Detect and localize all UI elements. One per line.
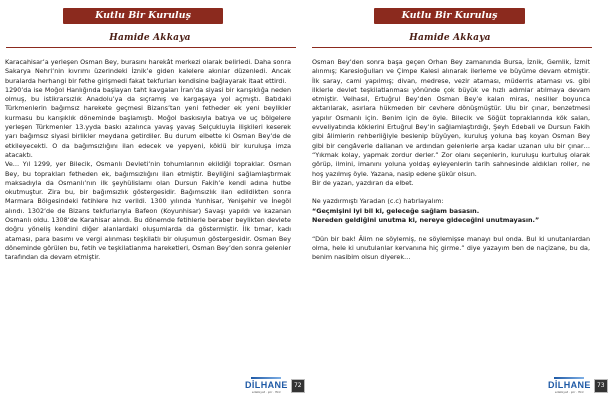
logo-ornament — [554, 377, 584, 379]
section-banner: Kutlu Bir Kuruluş — [374, 8, 525, 24]
author-name: Hamide Akkaya — [409, 33, 491, 43]
divider — [6, 47, 296, 48]
page-number: 73 — [594, 379, 608, 393]
section-banner: Kutlu Bir Kuruluş — [63, 8, 223, 24]
right-page — [300, 0, 605, 400]
quote-line: “Geçmişini iyi bil ki, geleceğe sağlam basasın. — [312, 206, 480, 215]
paragraph: Karacahisar’a yerleşen Osman Bey, burasını harekât merkezi olarak belirledi. Daha sonra Sakarya Nehri’nin kıvrımı üzerindeki İznik’e giden kalelere akınlar düzenledi. Ancak buralarda herhangi bir fethe girişmedi fakat tekfurları kendisine bağlayarak itaat ettirdi. — [5, 58, 291, 85]
author-name: Hamide Akkaya — [109, 33, 191, 43]
page-number: 72 — [291, 379, 305, 393]
quote-line: Nereden geldiğini unutma ki, nereye gideceğini unutmayasın.” — [312, 216, 540, 225]
divider — [312, 47, 592, 48]
article-body — [5, 58, 291, 263]
paragraph: 1290’da ise Moğol Hanlığında başlayan taht kavgaları İran’da siyasi bir karışıklığa neden olmuş, bu istikrarsızlık Anadolu’ya da sıçramış ve kargaşaya yol açmıştı. Batıdaki Türkmenlerin bağımsız harekete geçmesi Bizans’tan yeni fetheder ek yeni beylikler kurmasu bu karışıklık döneminde başlamıştı. Moğol baskısıyla batıya ve uç bölgelere yerleşen Türkmenler 13.yyda baskı azalınca yavaş yavaş Selçukluyla ilişkileri keserek yarı bağımsız siyasi birlikler meydana getirdiler. Bu durum elbette ki Osman Bey’de de etkileyecekti. O da bağımsızlığını ilan edecek ve yepyeni, köklü bir kuruluşa imza atacaktı. — [5, 85, 291, 159]
publisher-logo — [548, 377, 608, 394]
article-body — [312, 58, 590, 263]
logo-text: DİLHANE — [548, 380, 591, 390]
paragraph: Bir de yazan, yazdıran da elbet. — [312, 178, 414, 187]
dilhane-logo — [245, 377, 288, 394]
paragraph: Osman Bey’den sonra başa geçen Orhan Bey zamanında Bursa, İznik, Gemlik, İzmit alınmış; Karesioğulları ve Çimpe Kalesi alınarak ilerleme ve büyüme devam etmiştir. İlk saray, cami yapılmış; divan, medrese, vezir ataması, müderris ataması vs. gibi ilklerle devlet teşkilatlanması yönünde çok büyük ve hızlı adımlar atılmaya devam etmiştir. Velhasıl, Ertuğrul Bey’den Osman Bey’e kalan miras, nesiller boyunca aktarılarak, asırlara hükmeden bir cevhere dönüşmüştür. Ulu bir çınar, benzetmesi yapılır Osmanlı için. Benim için de öyle. Bilecik ve Söğüt topraklarında kök salan, evveliyatında köklerini Ertuğrul Bey’in sağlamlaştırdığı, Şeyh Edebali ve Dursun Fakih gibi âlimlerin rehberliğiyle beslenip büyüyen, kuruluş yoluna baş koyan Osman Bey gibi bir cengâverle dallanan ve ardından gelenlerle arşa kadar uzanan ulu bir çınar… “Yıkmak kolay, yapmak zordur derler.” Zor olanı seçenlerin, kuruluşu kurtuluş olarak görüp, ilmini, imanını yoluna yoldaş eyleyenlerin tarih sahnesinde aldıkları roller, ne hoş yazılmış öyle. Yazana, nasip edene şükür olsun. — [312, 58, 590, 178]
logo-subtitle: edebiyat · şiir · fikir — [554, 390, 584, 394]
left-page — [0, 0, 300, 400]
publisher-logo — [245, 377, 305, 394]
dilhane-logo — [548, 377, 591, 394]
logo-subtitle: edebiyat · şiir · fikir — [251, 390, 281, 394]
closing-paragraph: “Dün bir bak! Âlim ne söylemiş, ne söylemişse manayı bul onda. Bul ki unutanlardan olma, hele ki unutulanlar kervanına hiç girme.” diye yazayım ben de naçizane, bu da, benim nasibim olsun diyerek… — [312, 234, 590, 262]
paragraph: Ve… Yıl 1299, yer Bilecik, Osmanlı Devleti’nin tohumlarının ekildiği topraklar. Osman Bey, bu toprakları fetheden ek, bağımsızlığını ilan etmiştir. Beyliğini sağlamlaştırmak maksadıyla da Osmanlı’nın ilk şeyhülislamı olan Dursun Fakih’e kendi adına hutbe okutmuştur. Zira bu, bir bağımsızlık göstergesidir. Bağımsızlık ilan edildikten sonra Marmara Bölgesindeki fetihlere hız verildi. 1300 yılında Yunhisar, Yenişehir ve İnegöl alındı. 1302’de de Bizans tekfurlarıyla Bafeon (Koyunhisar) Savaşı yapıldı ve kazanan Osmanlı oldu. 1308’de Karahisar alındı. Bu dönemde fetihlerle beraber beylikten devlete doğru yöneliş kendini diğer alanlardaki oluşumlarda da göstermiştir. İlk tımar, kadı ataması, para basımı ve vergi alınması teşkilatlı bir oluşumun göstergesidir. Osman Bey döneminde görülen bu, fetih ve teşkilatlanma hareketleri, Osman Bey’den sonra gelenler tarafından da devam etmiştir. — [5, 160, 291, 262]
quote-intro: Ne yazdırmıştı Yaradan (c.c) hatırlayalım: — [312, 197, 444, 206]
logo-ornament — [251, 377, 281, 379]
logo-text: DİLHANE — [245, 380, 288, 390]
